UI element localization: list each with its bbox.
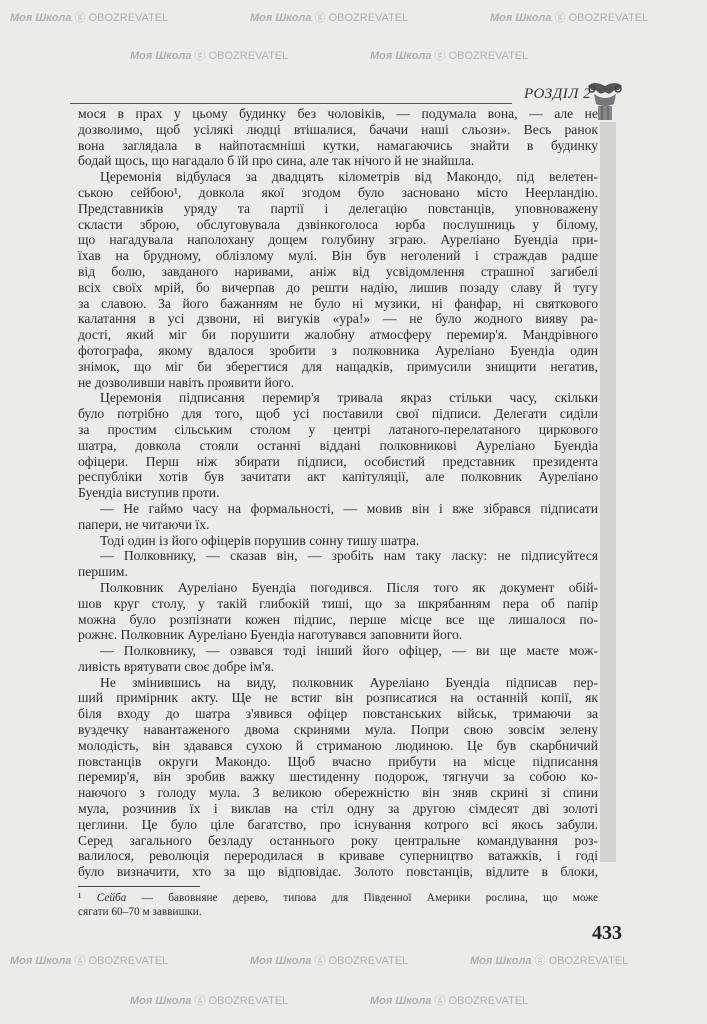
body-text (78, 106, 598, 880)
text-line: можна було розпізнати кожен підпис, перше місце все ще лишалося по- (78, 611, 598, 627)
footnote-text-cont: сягати 60–70 м заввишки. (78, 906, 202, 918)
text-line: наючого з голоду мула. З великою обережністю він зняв скрині зі спини (78, 785, 598, 801)
text-line: повстанців округи Макондо. Щоб вчасно прибути на місце підписання (78, 753, 598, 769)
watermark-brand2: OBOZREVATEL (328, 955, 409, 967)
watermark: Моя Школа ⓖ OBOZREVATEL (370, 995, 529, 1007)
text-line: що нагадувала наполохану дощем голубину зграю. Ауреліано Буендіа при- (78, 232, 598, 248)
footnote-text: — бавовняне дерево, типова для Південної Америки рослина, що може (126, 892, 598, 904)
text-line: перемир'я, він зробив важку шестиденну подорож, тягнучи за собою ко- (78, 769, 598, 785)
text-line: ською сейбою¹, довкола якої згодом було засновано місто Неерландію. (78, 184, 598, 200)
watermark-brand1: Моя Школа (10, 955, 72, 967)
watermark: Моя Школа ⓖ OBOZREVATEL (490, 12, 649, 24)
text-line: — Полковнику, — сказав він, — зробіть нам таку ласку: не підписуйтеся (100, 548, 598, 564)
text-line: ший примірник акту. Ще не встиг він розписатися на останній копії, як (78, 690, 598, 706)
text-line: Полковник Ауреліано Буендіа погодився. Після того як документ обій- (100, 579, 598, 595)
text-line: не дозволивши навіть проявити його. (78, 374, 295, 390)
text-line: — Полковнику, — озвався тоді інший його офіцер, — ви ще маєте мож- (100, 643, 598, 659)
text-line: від болю, завданого наривами, аніж від усвідомлення страшної загибелі (78, 263, 598, 279)
watermark: Моя Школа ⓖ OBOZREVATEL (250, 12, 409, 24)
watermark-brand1: Моя Школа (470, 955, 532, 967)
watermark-brand2: OBOZREVATEL (208, 995, 289, 1007)
watermark-brand1: Моя Школа (130, 50, 192, 62)
text-line: валилося, революція переродилася в криваве суперництво ватажків, і годі (78, 848, 598, 864)
text-line: цеглини. Це було ціле багатство, про існування котрого всі якось забули. (78, 816, 598, 832)
text-line: біля входу до шатра з'явився офіцер повстанських військ, тримаючи за (78, 706, 598, 722)
watermark-brand1: Моя Школа (370, 50, 432, 62)
text-line: мося в прах у цьому будинку без чоловіків, — подумала вона, — але не (78, 106, 598, 121)
text-line: вуздечку навантаженого двома скринями мула. Попри свою зовсім зелену (78, 722, 598, 738)
watermark: Моя Школа ⓖ OBOZREVATEL (250, 955, 409, 967)
text-line: було визначити, хто за що відповідає. Золото повстанців, відлите в блоки, (78, 864, 598, 880)
watermark-brand2: OBOZREVATEL (448, 995, 529, 1007)
watermark: Моя Школа ⓖ OBOZREVATEL (10, 12, 169, 24)
text-line: папери, не читаючи їх. (78, 516, 210, 532)
watermark: Моя Школа ⓖ OBOZREVATEL (10, 955, 169, 967)
watermark-brand1: Моя Школа (10, 12, 72, 24)
watermark-brand1: Моя Школа (490, 12, 552, 24)
text-line: рожнє. Полковник Ауреліано Буендіа наготувався заповнити його. (78, 627, 463, 643)
watermark: Моя Школа ⓖ OBOZREVATEL (130, 50, 289, 62)
text-line: шатра, довкола стояли останні віддані полковникові Ауреліано Буендіа (78, 437, 598, 453)
footnote (78, 891, 598, 919)
text-line: всіх своїх мрій, бо вичерпав до решти надію, лишив позаду славу й тугу (78, 279, 598, 295)
text-line: першим. (78, 564, 128, 580)
text-line: за простим сільським столом у центрі латаного-перелатаного циркового (78, 421, 598, 437)
watermark: Моя Школа ⓖ OBOZREVATEL (370, 50, 529, 62)
footnote-rule (78, 886, 200, 887)
watermark-brand2: OBOZREVATEL (548, 955, 629, 967)
text-line: — Не гаймо часу на формальності, — мовив він і вже зібрався підписати (100, 500, 598, 516)
text-line: Тоді один із його офіцерів порушив сонну тишу шатра. (100, 532, 420, 548)
text-line: вона заглядала в найпотаємніші кутки, намагаючись знайти в будинку (78, 137, 598, 153)
watermark-brand2: OBOZREVATEL (568, 12, 649, 24)
text-line: ливість врятувати своє добре ім'я. (78, 658, 275, 674)
watermark-brand1: Моя Школа (250, 12, 312, 24)
section-title: РОЗДІЛ 2 (524, 86, 592, 102)
text-line: офіцери. Перш ніж збирати підписи, особистий представник президента (78, 453, 598, 469)
text-line: Представників уряду та партії і делегацію повстанців, уповноважену (78, 200, 598, 216)
text-line: шов круг столу, у такій глибокій тиші, що за шкрябанням пера об папір (78, 595, 598, 611)
margin-bar (600, 122, 616, 862)
watermark: Моя Школа ⓖ OBOZREVATEL (130, 995, 289, 1007)
footnote-marker: ¹ (78, 892, 82, 904)
text-line: мула, розчинив їх і виклав на стіл одну за другою сімдесят дві золоті (78, 801, 598, 817)
text-line: дості, який міг би порушити жалобну атмосферу перемир'я. Мандрівного (78, 327, 598, 343)
text-line: за славою. За його бажанням не було ні музики, ні фанфар, ні святкового (78, 295, 598, 311)
text-line: республіки хотів був зачитати акт капітуляції, але полковник Ауреліано (78, 469, 598, 485)
watermark-brand1: Моя Школа (130, 995, 192, 1007)
text-line: Серед загального безладу останнього року центральне командування роз- (78, 832, 598, 848)
text-line: дозволимо, щоб усілякі людці втішалися, бачачи наші сльози». Весь ранок (78, 121, 598, 137)
watermark-brand1: Моя Школа (250, 955, 312, 967)
watermark-brand2: OBOZREVATEL (328, 12, 409, 24)
text-line: скласти зброю, обслуговувала дзвінкоголоса юрба послушниць у білому, (78, 216, 598, 232)
page-number: 433 (592, 922, 622, 944)
watermark-brand1: Моя Школа (370, 995, 432, 1007)
watermark: Моя Школа ⓖ OBOZREVATEL (470, 955, 629, 967)
text-line: було потрібно для того, щоб усі поставили свої підписи. Делегати сиділи (78, 406, 598, 422)
text-line: Церемонія підписання перемир'я тривала якраз стільки часу, скільки (100, 390, 598, 406)
text-line: Не змінившись на виду, полковник Ауреліано Буендіа підписав пер- (100, 674, 598, 690)
watermark-brand2: OBOZREVATEL (88, 955, 169, 967)
text-line: молодість, він здавався сухою й стриманою людиною. Це був скарбничий (78, 737, 598, 753)
watermark-brand2: OBOZREVATEL (208, 50, 289, 62)
watermark-brand2: OBOZREVATEL (448, 50, 529, 62)
text-line: Буендіа виступив проти. (78, 485, 220, 501)
text-line: бодай щось, що нагадало б їй про сина, але так нічого й не знайшла. (78, 153, 475, 169)
header-rule (70, 103, 512, 104)
text-line: калатання в усі дзвони, ні вигуків «ура!» — не було жодного вияву ра- (78, 311, 598, 327)
text-line: фотографа, якому вдалося зробити з полковника Ауреліано Буендіа один (78, 342, 598, 358)
text-line: Церемонія відбулася за двадцять кілометрів від Макондо, під велетен- (100, 169, 598, 185)
watermark-brand2: OBOZREVATEL (88, 12, 169, 24)
text-line: їхав на брудному, облізлому мулі. Він був неголений і страждав радше (78, 248, 598, 264)
footnote-term: Сейба (96, 892, 127, 904)
text-line: знімок, що міг би зберегтися для нащадків, примусили знищити негатив, (78, 358, 598, 374)
